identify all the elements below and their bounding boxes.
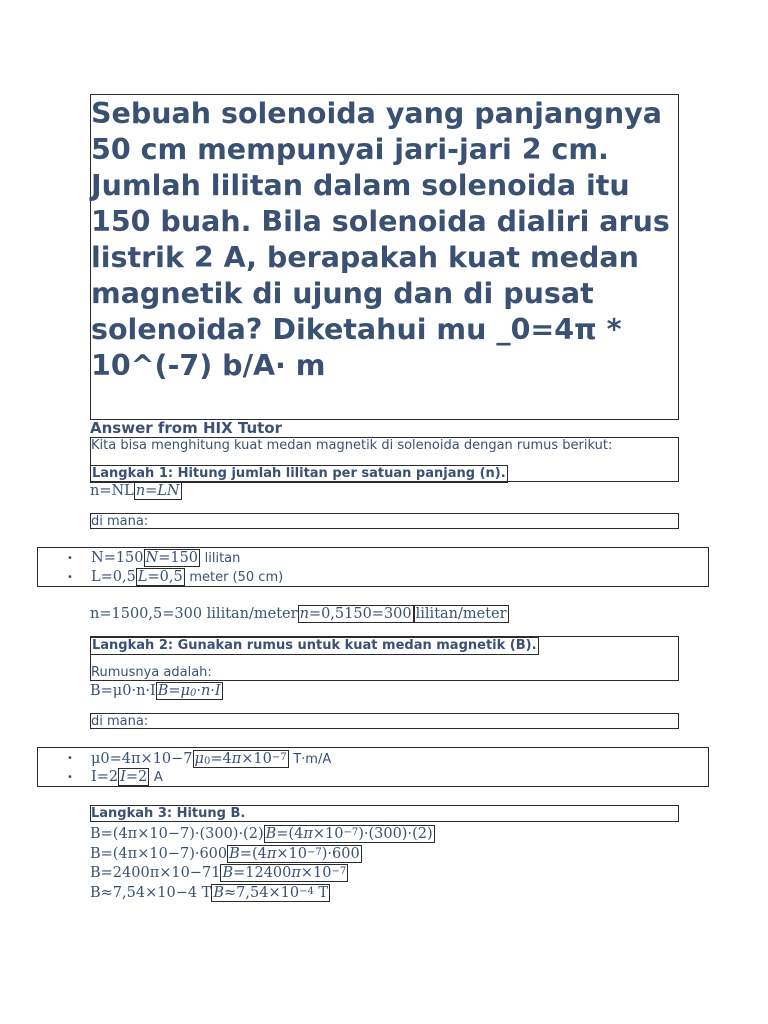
calc-line-rendered: $B=(4\pi\times 10^{-7})\cdot 600$ — [229, 846, 360, 862]
step3-text: Langkah 3: Hitung B. — [91, 806, 246, 821]
list-item-rendered: $\mu 0=4\pi\times 10^{-7}$ — [194, 751, 287, 767]
list-item-unit: A — [153, 770, 163, 785]
calc-line-plain: B≈7,54×10−4 T — [90, 885, 212, 901]
calc-line — [90, 883, 330, 902]
equation-n-calc-plain: n=1500,5=300 lilitan/meter — [90, 606, 298, 622]
where-2 — [90, 713, 679, 729]
list-item: • L=0,5 L=0,5 meter (50 cm) — [67, 569, 284, 585]
bullet-list-1 — [37, 547, 709, 587]
list-item-plain: I=2 — [91, 769, 119, 785]
question-title: Sebuah solenoida yang panjangnya 50 cm mempunyai jari-jari 2 cm. Jumlah lilitan dalam solenoida itu 150 buah. Bila solenoida dialiri arus listrik 2 A, berapakah kuat medan magnetik di ujung dan di pusat solenoida? Diketahui mu _0=4π * 10^(-7) b/A· m — [90, 94, 679, 420]
equation-n-calc-unit: lilitan/meter — [415, 606, 507, 622]
calc-line — [90, 863, 348, 882]
list-item-plain: N=150 — [91, 550, 144, 566]
list-item-plain: μ0=4π×10−7 — [91, 751, 193, 767]
calc-line-plain: B=(4π×10−7)·(300)·(2) — [90, 826, 264, 842]
list-item: • N=150 N=150 lilitan — [67, 550, 241, 566]
formula-intro: Rumusnya adalah: — [91, 665, 212, 680]
step3-heading — [90, 805, 679, 822]
equation-B-rendered: B=μ0·n·I — [157, 683, 221, 699]
intro-block — [90, 437, 679, 482]
list-item-unit: meter (50 cm) — [189, 570, 284, 585]
list-item-rendered: L=0,5 — [137, 569, 183, 585]
where-2-text: di mana: — [91, 714, 149, 729]
list-item-unit: lilitan — [204, 551, 241, 566]
equation-n-rendered: n=LN — [135, 483, 180, 499]
list-item-plain: L=0,5 — [91, 569, 136, 585]
equation-n — [90, 482, 182, 500]
answer-heading: Answer from HIX Tutor — [90, 419, 283, 437]
list-item: • μ0=4π×10−7 $\mu 0=4\pi\times 10^{-7}$ T·m/A — [67, 751, 332, 767]
list-item-unit: T·m/A — [293, 752, 332, 767]
calc-line-plain: B=2400π×10−71 — [90, 865, 221, 881]
intro-text: Kita bisa menghitung kuat medan magnetik di solenoida dengan rumus berikut: — [91, 438, 613, 453]
step2-heading: Langkah 2: Gunakan rumus untuk kuat medan magnetik (B). — [92, 638, 537, 653]
calc-line-rendered: $B=12400\pi\times 10^{-7}$ — [222, 865, 347, 881]
bullet-list-2 — [37, 747, 709, 787]
step1-heading: Langkah 1: Hitung jumlah lilitan per satuan panjang (n). — [92, 466, 506, 481]
list-item: • I=2 I=2 A — [67, 769, 163, 785]
equation-n-plain: n=NL — [90, 483, 134, 499]
equation-B — [90, 682, 223, 703]
list-item-rendered: N=150 — [145, 550, 199, 566]
calc-line — [90, 844, 362, 863]
calc-line — [90, 824, 435, 843]
calc-line-plain: B=(4π×10−7)·600 — [90, 846, 228, 862]
equation-B-plain: B=μ0·n·I — [90, 683, 156, 699]
calc-line-rendered: $B\approx 7,54\times 10^{-4}$ T — [213, 885, 329, 901]
calc-line-rendered: $B=(4\pi\times 10^{-7})\cdot(300)\cdot(2)$ — [265, 826, 433, 842]
where-1 — [90, 513, 679, 529]
equation-n-calc — [90, 605, 509, 623]
where-1-text: di mana: — [91, 514, 149, 529]
step2-block — [90, 636, 679, 681]
list-item-rendered: I=2 — [120, 769, 148, 785]
equation-n-calc-rendered: n=0,5150=300 — [299, 606, 412, 622]
